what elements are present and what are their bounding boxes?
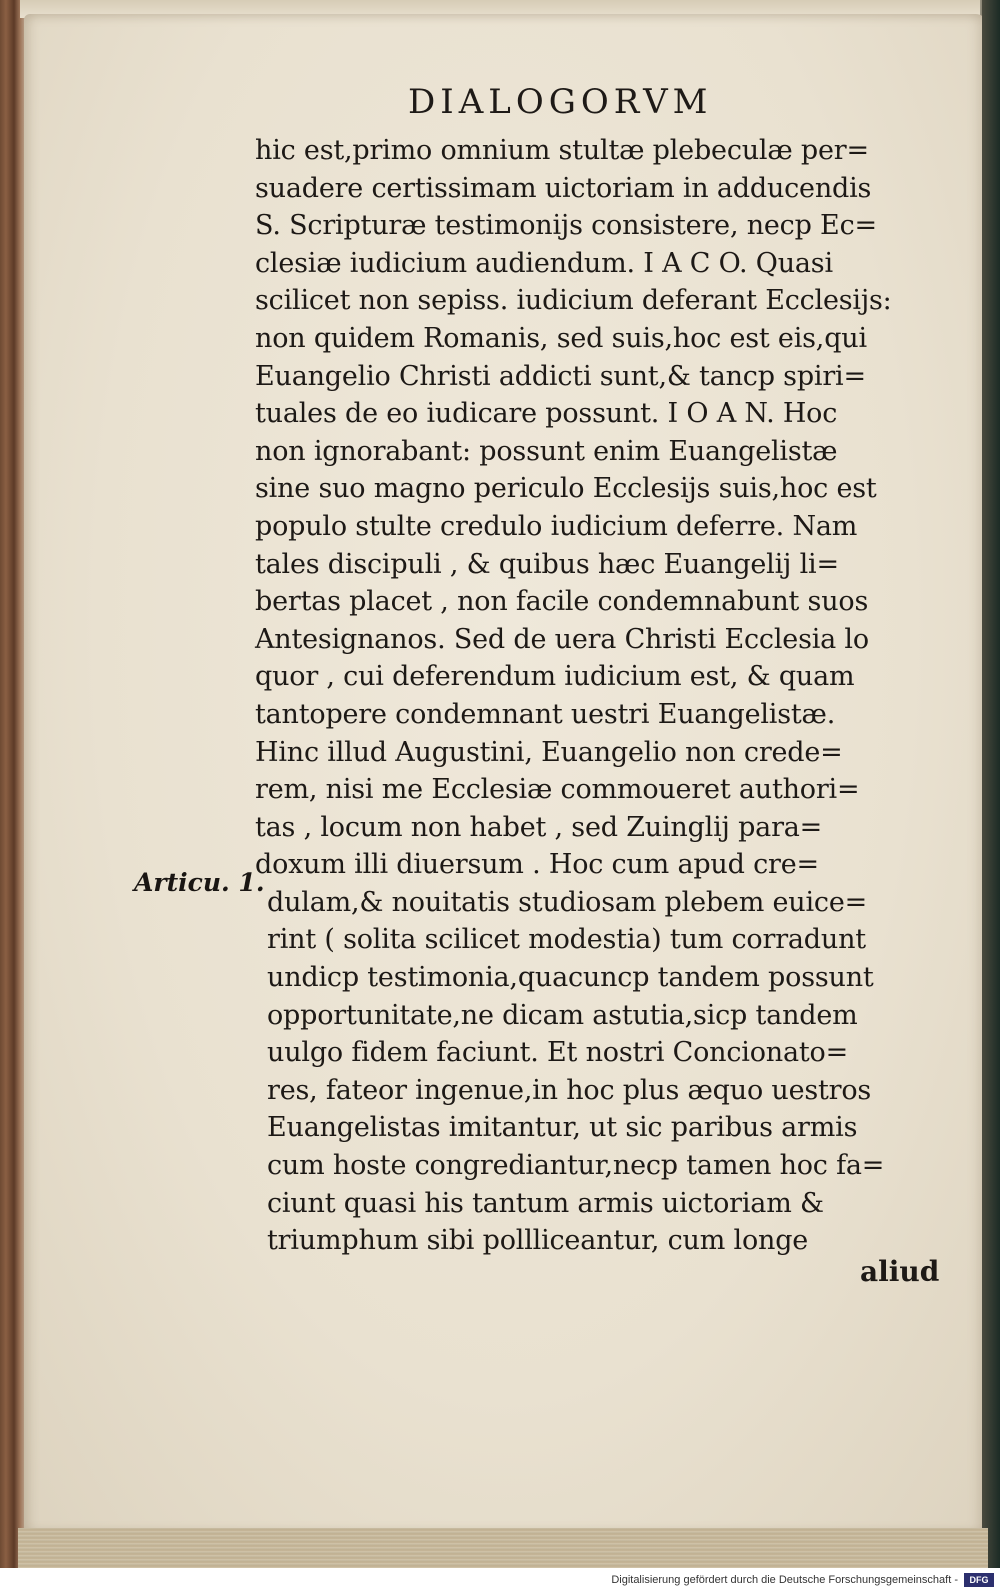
catchword: aliud (860, 1255, 940, 1288)
text-line: undicp testimonia,quacuncp tandem possunt (267, 962, 874, 994)
text-line: doxum illi diuersum . Hoc cum apud cre= (255, 849, 819, 881)
dfg-logo: DFG (964, 1573, 994, 1587)
text-line: Hinc illud Augustini, Euangelio non crede= (255, 736, 843, 768)
marginal-note: Articu. 1. (134, 868, 265, 897)
running-head: DIALOGORVM (408, 82, 713, 122)
text-line: sine suo magno periculo Ecclesijs suis,hoc est (255, 473, 877, 505)
text-line: populo stulte credulo iudicium deferre. Nam (255, 510, 858, 542)
text-line: opportunitate,ne dicam astutia,sicp tandem (267, 999, 858, 1031)
text-line: tuales de eo iudicare possunt. I O A N. Hoc (255, 398, 838, 430)
text-line: suadere certissimam uictoriam in adducendis (255, 172, 872, 204)
text-line: res, fateor ingenue,in hoc plus æquo uestros (267, 1074, 872, 1106)
text-line: bertas placet , non facile condemnabunt suos (255, 586, 869, 618)
text-line: scilicet non sepiss. iudicium deferant Ecclesijs: (255, 285, 892, 317)
text-line: Antesignanos. Sed de uera Christi Ecclesia lo (255, 623, 869, 655)
text-line: non quidem Romanis, sed suis,hoc est eis,qui (255, 322, 867, 354)
text-line: rem, nisi me Ecclesiæ commoueret authori= (255, 774, 860, 806)
text-line: uulgo fidem faciunt. Et nostri Concionato= (267, 1037, 848, 1069)
text-line: quor , cui deferendum iudicium est, & quam (255, 661, 855, 693)
text-line: tantopere condemnant uestri Euangelistæ. (255, 698, 836, 730)
text-line: Euangelistas imitantur, ut sic paribus armis (267, 1112, 858, 1144)
body-text (255, 132, 955, 1260)
text-line: rint ( solita scilicet modestia) tum corradunt (267, 924, 866, 956)
text-line: Euangelio Christi addicti sunt,& tancp spiri= (255, 360, 866, 392)
text-line: non ignorabant: possunt enim Euangelistæ (255, 435, 838, 467)
text-line: ciunt quasi his tantum armis uictoriam & (267, 1187, 824, 1219)
book-binding-edge (982, 0, 1000, 1568)
text-line: tales discipuli , & quibus hæc Euangelij li= (255, 548, 839, 580)
digitization-credit: Digitalisierung gefördert durch die Deutsche Forschungsgemeinschaft - (611, 1574, 958, 1586)
text-line: clesiæ iudicium audiendum. I A C O. Quasi (255, 247, 833, 279)
text-line: hic est,primo omnium stultæ plebeculæ per= (255, 135, 869, 166)
text-line: dulam,& nouitatis studiosam plebem euice= (267, 886, 868, 918)
text-line: S. Scripturæ testimonijs consistere, necp Ec= (255, 210, 877, 242)
text-line: triumphum sibi pollliceantur, cum longe (267, 1225, 809, 1257)
page-bottom-edge (18, 1528, 988, 1568)
text-line: tas , locum non habet , sed Zuinglij para= (255, 811, 823, 843)
text-line: cum hoste congrediantur,necp tamen hoc fa= (267, 1150, 885, 1182)
